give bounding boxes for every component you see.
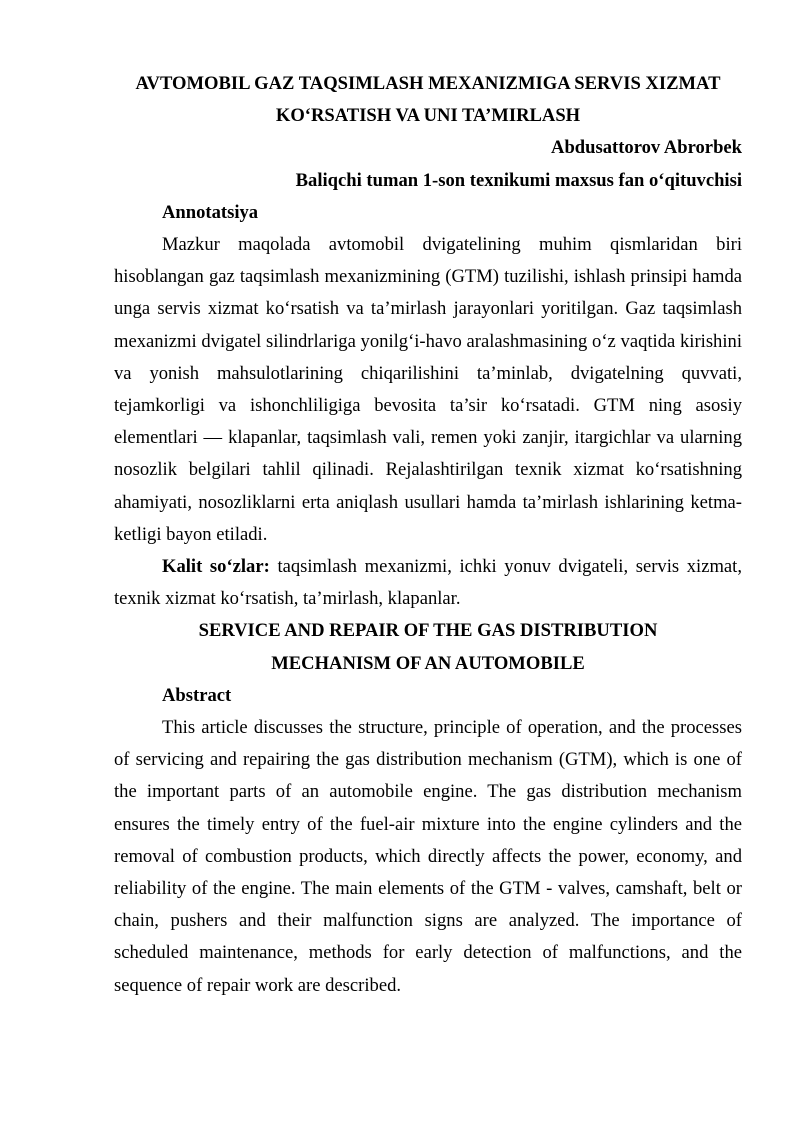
annotation-heading: Annotatsiya [162,201,259,223]
title-uz-line-2: KO‘RSATISH VA UNI TA’MIRLASH [275,105,581,127]
abstract-heading: Abstract [162,684,232,706]
author-name: Abdusattorov Abrorbek [551,137,742,159]
keywords-paragraph [114,551,742,615]
document-page [114,68,742,1002]
title-uz-line-1: AVTOMOBIL GAZ TAQSIMLASH MEXANIZMIGA SERVIS XIZMAT [135,73,721,94]
title-en-line-1: SERVICE AND REPAIR OF THE GAS DISTRIBUTION [198,620,658,642]
keywords-label: Kalit so‘zlar: [162,556,270,578]
keywords-text: taqsimlash mexanizmi, ichki yonuv dvigateli, servis xizmat, texnik xizmat ko‘rsatish, ta’mirlash, klapanlar. [114,556,743,610]
title-en-line-2: MECHANISM OF AN AUTOMOBILE [271,652,585,674]
abstract-text: This article discusses the structure, principle of operation, and the processes of servicing and repairing the gas distribution mechanism (GTM), which is one of the important parts of an automobile engine. The gas distribution mechanism ensures the timely entry of the fuel-air mixture into the engine cylinders and the removal of combustion products, which directly affects the power, economy, and reliability of the engine. The main elements of the GTM - valves, camshaft, belt or chain, pushers and their malfunction signs are analyzed. The importance of scheduled maintenance, methods for early detection of malfunctions, and the sequence of repair work are described. [114,717,742,996]
annotation-text: Mazkur maqolada avtomobil dvigatelining muhim qismlaridan biri hisoblangan gaz taqsimlash mexanizmining (GTM) tuzilishi, ishlash prinsipi hamda unga servis xizmat ko‘rsatish va ta’mirlash jarayonlari yoritilgan. Gaz taqsimlash mexanizmi dvigatel silindrlariga yonilg‘i-havo aralashmasining o‘z vaqtida kirishini va yonish mahsulotlarining chiqarilishini ta’minlab, dvigatelning quvvati, tejamkorligi va ishonchliligiga bevosita ta’sir ko‘rsatadi. GTM ning asosiy elementlari — klapanlar, taqsimlash vali, remen yoki zanjir, itargichlar va ularning nosozlik belgilari tahlil qilinadi. Rejalashtirilgan texnik xizmat ko‘rsatishning ahamiyati, nosozliklarni erta aniqlash usullari hamda ta’mirlash ishlarining ketma-ketligi bayon etiladi. [114,234,742,545]
author-affiliation: Baliqchi tuman 1-son texnikumi maxsus fan o‘qituvchisi [295,169,742,191]
